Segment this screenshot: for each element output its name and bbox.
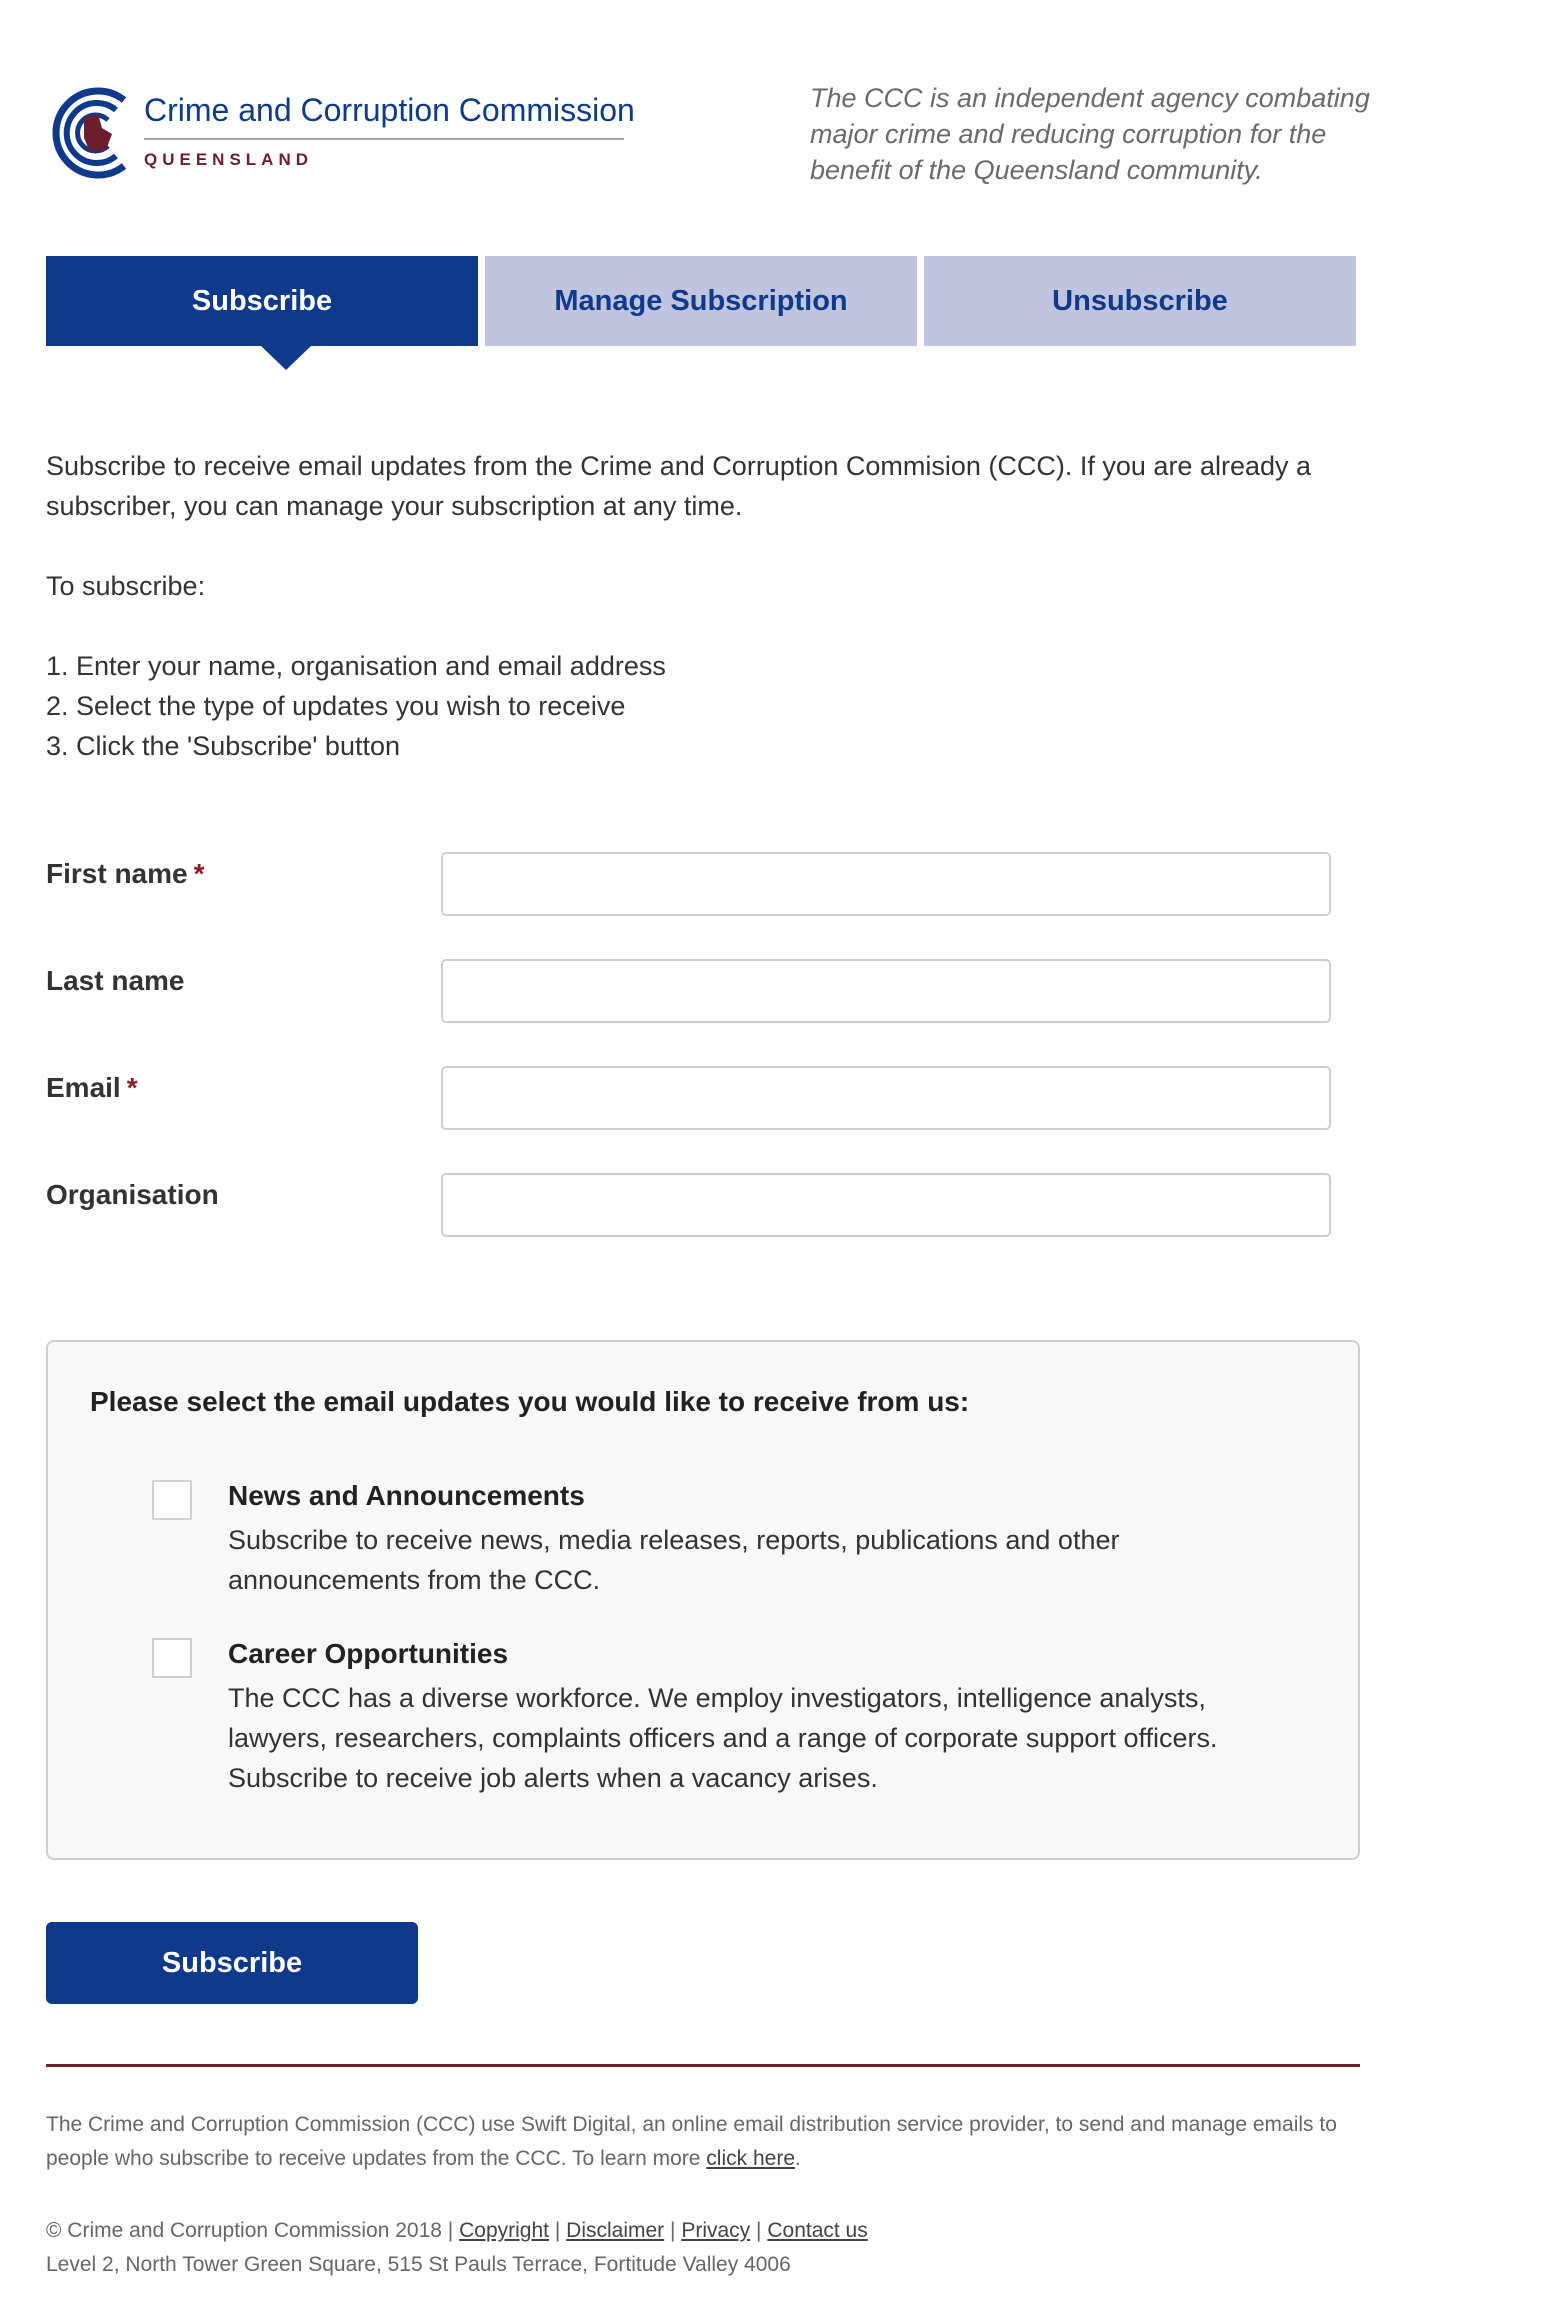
- organisation-field[interactable]: [441, 1173, 1331, 1237]
- copyright-link[interactable]: Copyright: [459, 2219, 549, 2242]
- contact-us-link[interactable]: Contact us: [767, 2219, 868, 2242]
- tab-unsubscribe[interactable]: Unsubscribe: [924, 256, 1356, 346]
- option-title: News and Announcements: [228, 1480, 585, 1511]
- email-label: Email *: [46, 1072, 138, 1103]
- organisation-label: Organisation: [46, 1179, 219, 1210]
- subscribe-button[interactable]: Subscribe: [46, 1922, 418, 2004]
- disclaimer-link[interactable]: Disclaimer: [566, 2219, 665, 2242]
- learn-more-link[interactable]: click here: [706, 2147, 795, 2170]
- email-field[interactable]: [441, 1066, 1331, 1130]
- steps-heading: To subscribe:: [46, 571, 206, 601]
- tagline: The CCC is an independent agency combating major crime and reducing corruption for the benefit of the Queensland community.: [810, 83, 1370, 185]
- footer-copyright: © Crime and Corruption Commission 2018 | Copyright | Disclaimer | Privacy | Contact us Level 2, North Tower Green Square, 515 St Pauls Terrace, Fortitude Valley 4006: [46, 2219, 868, 2276]
- option-title: Career Opportunities: [228, 1638, 509, 1669]
- ccc-emblem-icon: [46, 78, 136, 188]
- first-name-label: First name *: [46, 858, 205, 889]
- footer-address: Level 2, North Tower Green Square, 515 St Pauls Terrace, Fortitude Valley 4006: [46, 2253, 791, 2276]
- ccc-logo[interactable]: [46, 78, 635, 193]
- footer-divider: [46, 2064, 1360, 2067]
- step-item: 1. Enter your name, organisation and email address: [46, 651, 666, 681]
- tab-subscribe[interactable]: Subscribe: [46, 256, 478, 346]
- step-item: 3. Click the 'Subscribe' button: [46, 731, 400, 761]
- privacy-link[interactable]: Privacy: [681, 2219, 751, 2242]
- last-name-field[interactable]: [441, 959, 1331, 1023]
- logo-subtitle: QUEENSLAND: [144, 150, 314, 169]
- intro-paragraph: Subscribe to receive email updates from the Crime and Corruption Commision (CCC). If you are already a subscriber, you can manage your subscription at any time.: [46, 451, 1312, 521]
- first-name-field[interactable]: [441, 852, 1331, 916]
- subscription-tabs: [46, 256, 1356, 346]
- footer-note: The Crime and Corruption Commission (CCC) use Swift Digital, an online email distribution service provider, to send and manage emails to people who subscribe to receive updates from the CCC. To learn more click here.: [46, 2113, 1337, 2170]
- active-tab-indicator: [261, 346, 311, 370]
- tab-manage-subscription[interactable]: Manage Subscription: [485, 256, 917, 346]
- news-checkbox[interactable]: [152, 1480, 192, 1520]
- logo-title: Crime and Corruption Commission: [144, 92, 635, 128]
- copyright-text: © Crime and Corruption Commission 2018 |: [46, 2219, 454, 2242]
- updates-heading: Please select the email updates you would like to receive from us:: [90, 1386, 970, 1417]
- logo-divider: [144, 138, 624, 140]
- last-name-label: Last name: [46, 965, 185, 996]
- step-item: 2. Select the type of updates you wish to receive: [46, 691, 626, 721]
- required-mark: *: [193, 858, 205, 889]
- email-updates-panel: [46, 1340, 1360, 1860]
- required-mark: *: [126, 1072, 138, 1103]
- option-description: The CCC has a diverse workforce. We employ investigators, intelligence analysts, lawyers, researchers, complaints officers and a range of corporate support officers. Subscribe to receive job alerts when a vacancy arises.: [228, 1683, 1218, 1793]
- career-checkbox[interactable]: [152, 1638, 192, 1678]
- intro-text: [46, 446, 1366, 766]
- option-description: Subscribe to receive news, media releases, reports, publications and other announcements from the CCC.: [228, 1525, 1120, 1595]
